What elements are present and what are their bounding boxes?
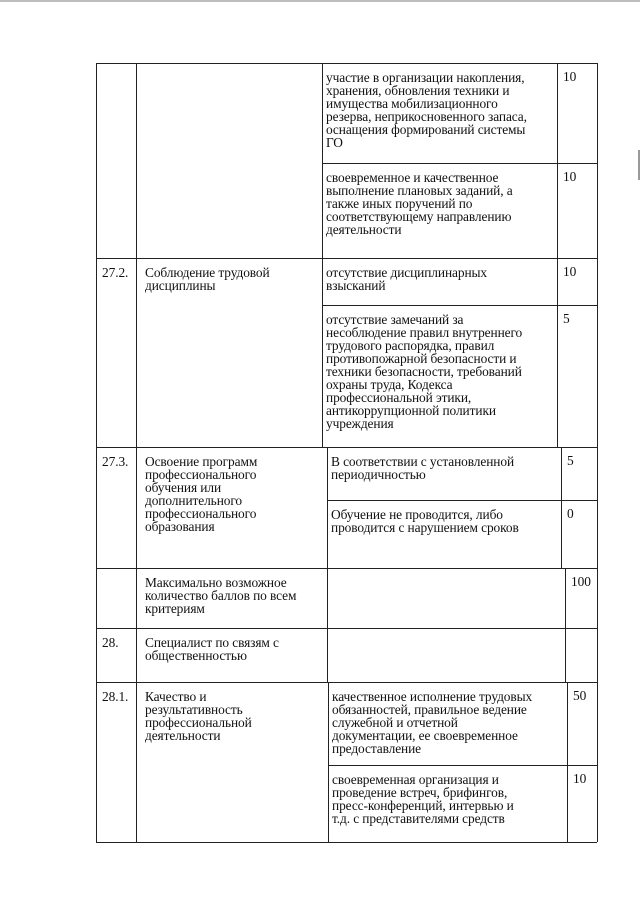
indicator-name: Качество и результативность профессиональной деятельности	[145, 689, 252, 743]
row-border	[96, 63, 597, 64]
indicator-name: Освоение программ профессионального обучения или дополнительного профессионального образования	[145, 454, 258, 534]
col-divider-name	[327, 568, 328, 628]
criterion-text: отсутствие дисциплинарных взысканий	[326, 265, 488, 293]
col-divider-score	[565, 628, 566, 682]
table-left-border	[96, 568, 97, 628]
criterion-border	[322, 305, 597, 306]
criterion-text: В соответствии с установленной периодичностью	[331, 454, 515, 482]
table-left-border	[96, 682, 97, 842]
table-left-border	[96, 628, 97, 682]
row-number: 27.2.	[102, 265, 129, 280]
table-bottom-border	[96, 842, 597, 843]
criterion-score: 10	[563, 69, 577, 84]
criterion-text: Обучение не проводится, либо проводится с нарушением сроков	[331, 507, 519, 535]
col-divider-name	[327, 628, 328, 682]
col-divider-score	[565, 568, 566, 628]
table-right-border	[597, 568, 598, 628]
criterion-border	[322, 163, 597, 164]
indicator-name: Максимально возможное количество баллов по всем критериям	[145, 575, 297, 616]
col-divider-name	[322, 63, 323, 258]
col-divider-name	[322, 258, 323, 447]
criterion-score: 0	[567, 506, 574, 521]
criterion-text: своевременное и качественное выполнение плановых заданий, а также иных поручений по соответствующему направлению деятельности	[326, 170, 513, 237]
table-right-border	[597, 628, 598, 682]
table-left-border	[96, 258, 97, 447]
criterion-score: 100	[571, 574, 591, 589]
criterion-text: отсутствие замечаний за несоблюдение правил внутреннего трудового распорядка, правил противопожарной безопасности и техники безопасности, требований охраны труда, Кодекса профессиональной этики, антикоррупционной политики учреждения	[326, 312, 523, 431]
table-left-border	[96, 447, 97, 568]
col-divider-name	[328, 682, 329, 842]
criterion-text: участие в организации накопления, хранения, обновления техники и имущества мобилизационного резерва, неприкосновенного запаса, оснащения формирований системы ГО	[326, 70, 527, 150]
col-divider-number	[136, 682, 137, 842]
criterion-score: 5	[563, 311, 570, 326]
indicator-name: Специалист по связям с общественностью	[145, 635, 279, 663]
col-divider-score	[567, 682, 568, 842]
row-number: 28.	[102, 635, 119, 650]
row-border	[96, 258, 597, 259]
col-divider-score	[557, 63, 558, 258]
row-border	[96, 628, 597, 629]
table-left-border	[96, 63, 97, 258]
criterion-border	[328, 765, 597, 766]
table-right-border	[597, 682, 598, 842]
criterion-score: 10	[573, 771, 587, 786]
table-right-border	[597, 63, 598, 258]
criterion-border	[327, 500, 597, 501]
row-number: 27.3.	[102, 454, 129, 469]
table-right-border	[597, 258, 598, 447]
criterion-text: качественное исполнение трудовых обязанностей, правильное ведение служебной и отчетной документации, ее своевременное предоставление	[332, 689, 533, 756]
row-border	[96, 447, 597, 448]
col-divider-name	[327, 447, 328, 568]
criterion-score: 10	[563, 169, 577, 184]
row-border	[96, 568, 597, 569]
criterion-score: 10	[563, 264, 577, 279]
table-right-border	[597, 447, 598, 568]
col-divider-number	[136, 447, 137, 568]
col-divider-number	[136, 628, 137, 682]
col-divider-number	[136, 258, 137, 447]
col-divider-number	[136, 63, 137, 258]
row-border	[96, 682, 597, 683]
criterion-score: 5	[567, 453, 574, 468]
col-divider-score	[561, 447, 562, 568]
criterion-text: своевременная организация и проведение встреч, брифингов, пресс-конференций, интервью и т.д. с представителями средств	[332, 772, 514, 826]
criterion-score: 50	[573, 688, 587, 703]
row-number: 28.1.	[102, 689, 129, 704]
col-divider-number	[136, 568, 137, 628]
indicator-name: Соблюдение трудовой дисциплины	[145, 265, 270, 293]
col-divider-score	[557, 258, 558, 447]
